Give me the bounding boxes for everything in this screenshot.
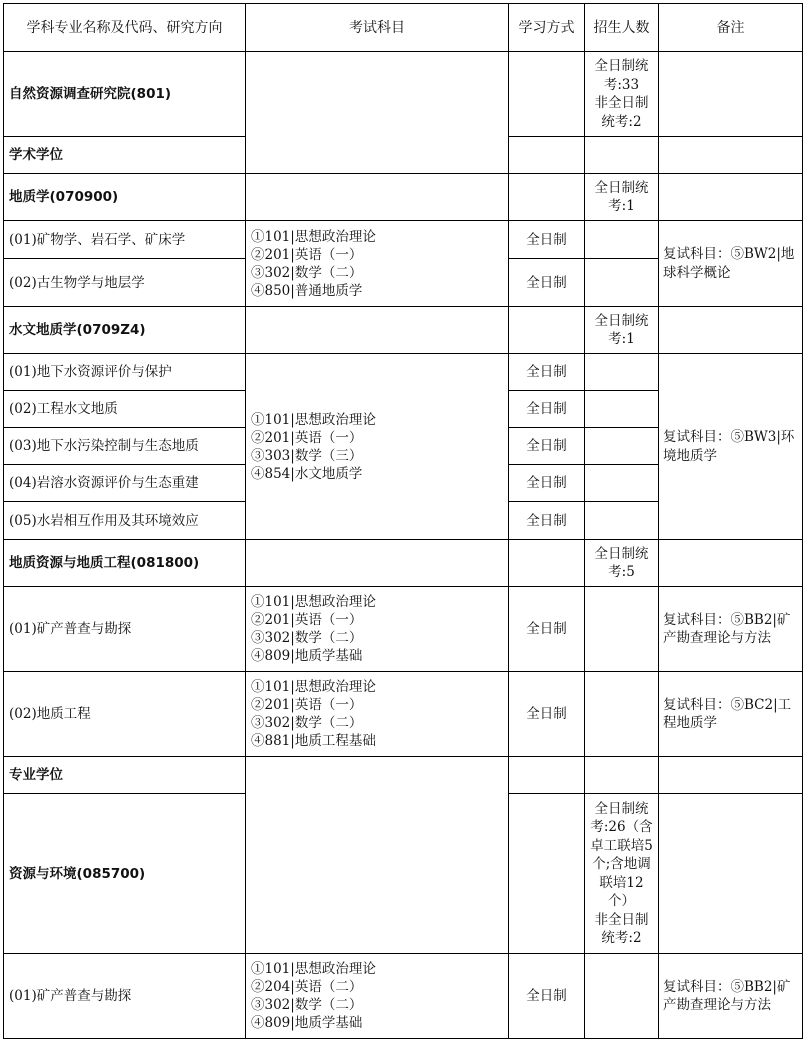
resenv-retest-note: 复试科目：⑤BB2|矿 产勘查理论与方法 <box>659 954 803 1039</box>
study-mode: 全日制 <box>509 954 585 1039</box>
study-mode: 全日制 <box>509 259 585 307</box>
study-mode: 全日制 <box>509 502 585 540</box>
geology-name: 地质学(070900) <box>4 174 246 221</box>
hydro-direction-2: (02)工程水文地质 <box>4 391 246 428</box>
institute-row <box>4 52 803 137</box>
study-mode: 全日制 <box>509 428 585 465</box>
georesource-direction-row <box>4 672 803 757</box>
geology-exam-subjects: ①101|思想政治理论 ②201|英语（一） ③302|数学（二） ④850|普通地质学 <box>246 221 509 307</box>
resenv-exam-empty-cell <box>246 757 509 954</box>
study-mode: 全日制 <box>509 587 585 672</box>
geology-direction-1: (01)矿物学、岩石学、矿床学 <box>4 221 246 259</box>
georesource-dir2-exam-subjects: ①101|思想政治理论 ②201|英语（一） ③302|数学（二） ④881|地质工程基础 <box>246 672 509 757</box>
georesource-direction-1: (01)矿产普查与勘探 <box>4 587 246 672</box>
hydro-direction-5: (05)水岩相互作用及其环境效应 <box>4 502 246 540</box>
study-mode: 全日制 <box>509 354 585 391</box>
admissions-page <box>3 3 803 1039</box>
study-mode: 全日制 <box>509 672 585 757</box>
institute-name: 自然资源调查研究院(801) <box>4 52 246 137</box>
georesource-row <box>4 540 803 587</box>
georesource-dir1-exam-subjects: ①101|思想政治理论 ②201|英语（一） ③302|数学（二） ④809|地质学基础 <box>246 587 509 672</box>
institute-mode-cell <box>509 52 585 137</box>
admissions-table <box>3 3 803 1039</box>
hydro-row <box>4 307 803 354</box>
resenv-direction-1: (01)矿产普查与勘探 <box>4 954 246 1039</box>
hydro-direction-1: (01)地下水资源评价与保护 <box>4 354 246 391</box>
georesource-name: 地质资源与地质工程(081800) <box>4 540 246 587</box>
header-row <box>4 4 803 52</box>
header-note: 备注 <box>659 4 803 52</box>
study-mode: 全日制 <box>509 465 585 502</box>
institute-note-cell <box>659 52 803 137</box>
georesource-dir2-retest-note: 复试科目：⑤BC2|工 程地质学 <box>659 672 803 757</box>
hydro-quota: 全日制统 考:1 <box>585 307 659 354</box>
academic-degree-label: 学术学位 <box>4 137 246 174</box>
georesource-quota: 全日制统 考:5 <box>585 540 659 587</box>
hydro-name: 水文地质学(0709Z4) <box>4 307 246 354</box>
professional-degree-label: 专业学位 <box>4 757 246 794</box>
header-exam: 考试科目 <box>246 4 509 52</box>
hydro-direction-row <box>4 354 803 391</box>
georesource-direction-2: (02)地质工程 <box>4 672 246 757</box>
resenv-name: 资源与环境(085700) <box>4 794 246 954</box>
hydro-direction-4: (04)岩溶水资源评价与生态重建 <box>4 465 246 502</box>
institute-quota: 全日制统 考:33 非全日制 统考:2 <box>585 52 659 137</box>
geology-direction-row <box>4 221 803 259</box>
resenv-quota: 全日制统 考:26（含 卓工联培5 个;含地调 联培12 个） 非全日制 统考:2 <box>585 794 659 954</box>
geology-row <box>4 174 803 221</box>
professional-degree-row <box>4 757 803 794</box>
georesource-dir1-retest-note: 复试科目：⑤BB2|矿 产勘查理论与方法 <box>659 587 803 672</box>
geology-direction-2: (02)古生物学与地层学 <box>4 259 246 307</box>
study-mode: 全日制 <box>509 391 585 428</box>
hydro-exam-subjects: ①101|思想政治理论 ②201|英语（一） ③303|数学（三） ④854|水文地质学 <box>246 354 509 540</box>
resenv-exam-subjects: ①101|思想政治理论 ②204|英语（二） ③302|数学（二） ④809|地质学基础 <box>246 954 509 1039</box>
header-mode: 学习方式 <box>509 4 585 52</box>
header-quota: 招生人数 <box>585 4 659 52</box>
geology-quota: 全日制统 考:1 <box>585 174 659 221</box>
header-major: 学科专业名称及代码、研究方向 <box>4 4 246 52</box>
georesource-direction-row <box>4 587 803 672</box>
resenv-direction-row <box>4 954 803 1039</box>
geology-retest-note: 复试科目：⑤BW2|地 球科学概论 <box>659 221 803 307</box>
institute-exam-cell <box>246 52 509 174</box>
hydro-direction-3: (03)地下水污染控制与生态地质 <box>4 428 246 465</box>
study-mode: 全日制 <box>509 221 585 259</box>
hydro-retest-note: 复试科目：⑤BW3|环 境地质学 <box>659 354 803 540</box>
